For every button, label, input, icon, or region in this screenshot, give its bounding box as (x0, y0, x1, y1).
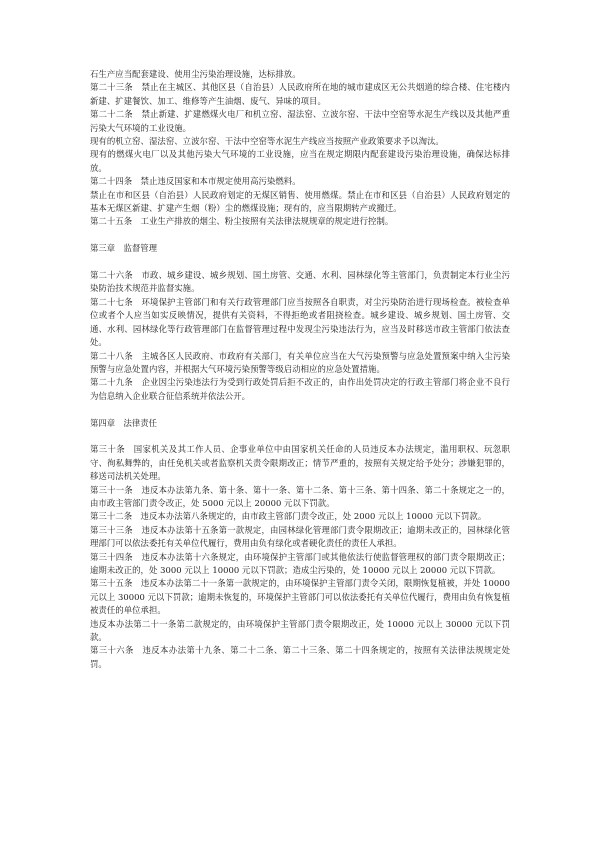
article-30: 第三十条 国家机关及其工作人员、企事业单位中由国家机关任命的人员违反本办法规定，滥用职权、玩忽职守、徇私舞弊的，由任免机关或者监察机关责令限期改正；情节严重的，按照有关规定给予处分；涉嫌犯罪的，移送司法机关处理。 (90, 444, 510, 482)
article-24: 第二十四条 禁止违反国家和本市规定使用高污染燃料。 (90, 176, 301, 187)
paragraph: 现有的机立窑、湿法窑、立波尔窑、干法中空窑等水泥生产线应当按照产业政策要求予以淘汰。 (90, 136, 444, 147)
paragraph: 违反本办法第二十一条第二款规定的，由环境保护主管部门责令限期改正，处 10000 元以上 30000 元以下罚款。 (90, 618, 510, 642)
article-27: 第二十七条 环境保护主管部门和有关行政管理部门应当按照各自职责，对尘污染防治进行现场检查。被检查单位或者个人应当如实反映情况，提供有关资料，不得拒绝或者阻挠检查。城乡建设、城乡规划、国土房管、交通、水利、园林绿化等行政管理部门在监督管理过程中发现尘污染违法行为，应当及时移送市政主管部门依法查处。 (90, 296, 510, 348)
article-23: 第二十三条 禁止在主城区、其他区县（自治县）人民政府所在地的城市建成区无公共烟道的综合楼、住宅楼内新建、扩建餐饮、加工、维修等产生油烟、废气、异味的项目。 (90, 82, 510, 106)
article-35: 第三十五条 违反本办法第二十一条第一款规定的，由环境保护主管部门责令关闭，限期恢复植被，并处 10000 元以上 30000 元以下罚款；逾期未恢复的，环境保护主管部门可以依法委托有关单位代履行，费用由负有恢复植被责任的单位承担。 (90, 578, 510, 616)
article-33: 第三十三条 违反本办法第十五条第一款规定，由园林绿化管理部门责令限期改正；逾期未改正的，园林绿化管理部门可以依法委托有关单位代履行，费用由负有绿化或者硬化责任的责任人承担。 (90, 524, 510, 549)
article-25: 第二十五条 工业生产排放的烟尘、粉尘按照有关法律法规规章的规定进行控制。 (90, 216, 394, 227)
article-36: 第三十六条 违反本办法第十九条、第二十二条、第二十三条、第二十四条规定的，按照有关法律法规规定处罚。 (90, 645, 510, 669)
article-34: 第三十四条 违反本办法第十六条规定，由环境保护主管部门或其他依法行使监督管理权的部门责令限期改正；逾期未改正的，处 3000 元以上 10000 元以下罚款；造成尘污染的，处 10000 元以上 20000 元以下罚款。 (90, 551, 510, 575)
article-32: 第三十二条 违反本办法第八条规定的，由市政主管部门责令改正，处 2000 元以上 10000 元以下罚款。 (90, 511, 487, 522)
chapter-4-heading: 第四章 法律责任 (90, 417, 157, 428)
article-31: 第三十一条 违反本办法第九条、第十条、第十一条、第十二条、第十三条、第十四条、第二十条规定之一的，由市政主管部门责令改正，处 5000 元以上 20000 元以下罚款。 (90, 484, 510, 508)
chapter-3-heading: 第三章 监督管理 (90, 243, 157, 254)
article-28: 第二十八条 主城各区人民政府、市政府有关部门，有关单位应当在大气污染预警与应急处置预案中纳入尘污染预警与应急处置内容，并根据大气环境污染预警等级启动相应的应急处置措施。 (90, 350, 510, 374)
paragraph: 禁止在市和区县（自治县）人民政府划定的无煤区销售、使用燃煤。禁止在市和区县（自治县）人民政府划定的基本无煤区新建、扩建产生烟（粉）尘的燃煤设施；现有的，应当限期转产或搬迁。 (90, 189, 510, 214)
document-body (90, 68, 510, 671)
article-29: 第二十九条 企业因尘污染违法行为受到行政处罚后拒不改正的，由作出处罚决定的行政主管部门将企业不良行为信息纳入企业联合征信系统并依法公开。 (90, 377, 510, 401)
article-22: 第二十二条 禁止新建、扩建燃煤火电厂和机立窑、湿法窑、立波尔窑、干法中空窑等水泥生产线以及其他严重污染大气环境的工业设施。 (90, 109, 510, 133)
paragraph: 现有的燃煤火电厂以及其他污染大气环境的工业设施，应当在规定期限内配套建设污染治理设施，确保达标排放。 (90, 149, 510, 173)
article-26: 第二十六条 市政、城乡建设、城乡规划、国土房管、交通、水利、园林绿化等主管部门，负责制定本行业尘污染防治技术规范并监督实施。 (90, 270, 510, 294)
paragraph: 石生产应当配套建设、使用尘污染治理设施，达标排放。 (90, 69, 301, 79)
